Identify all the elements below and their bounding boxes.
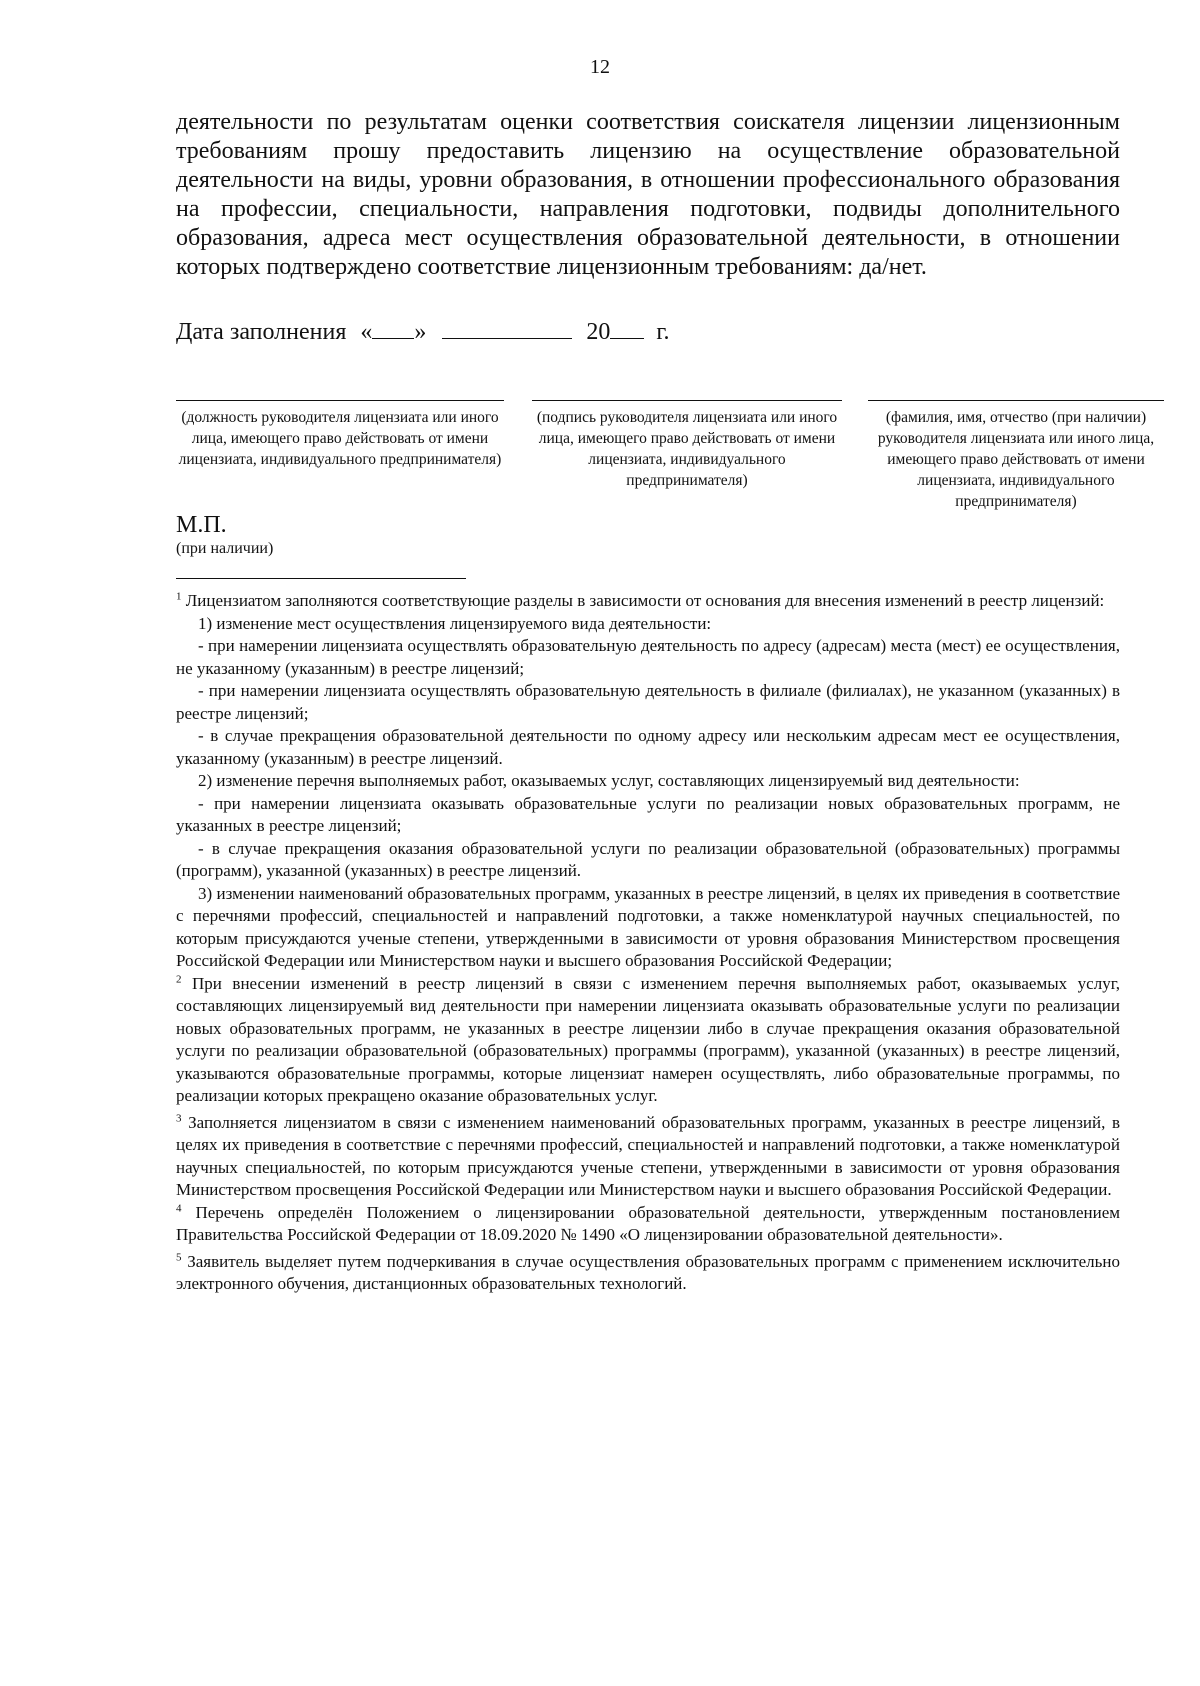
footnote-item: 2) изменение перечня выполняемых работ, оказываемых услуг, составляющих лицензируемый вид деятельности: — [198, 771, 1020, 790]
signature-caption: (фамилия, имя, отчество (при наличии) руководителя лицензиата или иного лица, имеющего право действовать от имени лицензиата, индивидуального предпринимателя) — [877, 409, 1155, 510]
footnote-5: $^5$ Заявитель выделяет путем подчеркивания в случае осуществления образовательных программ с применением исключительно электронного обучения, дистанционных образовательных технологий. — [176, 1250, 1121, 1293]
footnote-item: - в случае прекращения образовательной деятельности по одному адресу или нескольким адресам мест ее осуществления, указанному (указанным) в реестре лицензий. — [176, 726, 1120, 768]
footnotes — [176, 590, 1120, 1296]
signature-block — [176, 400, 1166, 520]
date-open-quote: « — [360, 319, 373, 345]
date-line — [176, 318, 670, 346]
footnote-item: - при намерении лицензиата осуществлять образовательную деятельность по адресу (адресам) места (мест) ее осуществления, не указанному (указанным) в реестре лицензий; — [176, 636, 1120, 678]
signature-position-field[interactable] — [176, 400, 504, 470]
stamp-note: (при наличии) — [176, 540, 274, 557]
footnote-3: $^3$ Заполняется лицензиатом в связи с изменением наименований образовательных программ, указанных в реестре лицензий, в целях их приведения в соответствие с перечнями профессий, специальностей и направлений подготовки, а также номенклатурой научных специальностей, по которым присуждаются ученые степени, утвержденными в зависимости от уровня образования Министерством просвещения Российской Федерации или Министерством науки и высшего образования Российской Федерации. — [176, 1111, 1121, 1199]
footnote-item: - в случае прекращения оказания образовательной услуги по реализации образовательной (образовательных) программы (программ), указанной (указанных) в реестре лицензий. — [176, 838, 1120, 880]
date-close-quote: » — [414, 319, 427, 345]
footnote-4: $^4$ Перечень определён Положением о лицензировании образовательной деятельности, утвержденным постановлением Правительства Российской Федерации от 18.09.2020 № 1490 «О лицензировании образовательной деятельности». — [176, 1201, 1121, 1244]
page-number: 12 — [590, 56, 610, 78]
signature-line — [176, 400, 504, 401]
signature-caption: (подпись руководителя лицензиата или иного лица, имеющего право действовать от имени лицензиата, индивидуального предпринимателя) — [536, 409, 838, 489]
signature-sign-field[interactable] — [532, 400, 842, 491]
main-paragraph: деятельности по результатам оценки соответствия соискателя лицензии лицензионным требованиям прошу предоставить лицензию на осуществление образовательной деятельности на виды, уровни образования, в отношении профессионального образования на профессии, специальности, направления подготовки, подвиды дополнительного образования, адреса мест осуществления образовательной деятельности, в отношении которых подтверждено соответствие лицензионным требованиям: да/нет. — [176, 109, 1120, 280]
stamp-label: М.П. — [176, 512, 227, 538]
year-blank[interactable] — [610, 318, 644, 339]
date-label: Дата заполнения — [176, 319, 347, 345]
footnote-item: 1) изменение мест осуществления лицензируемого вида деятельности: — [198, 613, 712, 633]
footnote-item: - при намерении лицензиата осуществлять образовательную деятельность в филиале (филиалах), не указанном (указанных) в реестре лицензий; — [176, 681, 1120, 723]
footnote-1: $^1$ Лицензиатом заполняются соответствующие разделы в зависимости от основания для внесения изменений в реестр лицензий: — [176, 590, 1105, 610]
footnote-separator — [176, 578, 466, 579]
signature-line — [532, 400, 842, 401]
footnote-item: - при намерении лицензиата оказывать образовательные услуги по реализации новых образовательных программ, не указанных в реестре лицензий; — [176, 793, 1120, 835]
signature-line — [868, 400, 1164, 401]
footnote-2: $^2$ При внесении изменений в реестр лицензий в связи с изменением перечня выполняемых работ, оказываемых услуг, составляющих лицензируемый вид деятельности при намерении лицензиата оказывать образовательные услуги по реализации новых образовательных программ, не указанных в реестре лицензии либо в случае прекращения оказания образовательной услуги по реализации образовательной (образовательных) программы (программ), указанной (указанных) в реестре лицензий, указываются образовательные программы, которые лицензиат намерен осуществлять, либо образовательные программы, по реализации которых прекращено оказание образовательных услуг. — [176, 972, 1120, 1105]
footnote-item: 3) изменении наименований образовательных программ, указанных в реестре лицензий, в целях их приведения в соответствие с перечнями профессий, специальностей и направлений подготовки, а также номенклатурой научных специальностей, по которым присуждаются ученые степени, утвержденными в зависимости от уровня образования Министерством просвещения Российской Федерации или Министерством науки и высшего образования Российской Федерации; — [176, 883, 1120, 970]
signature-name-field[interactable] — [868, 400, 1164, 512]
year-suffix: г. — [656, 319, 670, 345]
year-prefix: 20 — [586, 319, 611, 345]
day-blank[interactable] — [372, 318, 414, 339]
month-blank[interactable] — [442, 318, 572, 339]
signature-caption: (должность руководителя лицензиата или иного лица, имеющего право действовать от имени лицензиата, индивидуального предпринимателя) — [178, 409, 502, 468]
